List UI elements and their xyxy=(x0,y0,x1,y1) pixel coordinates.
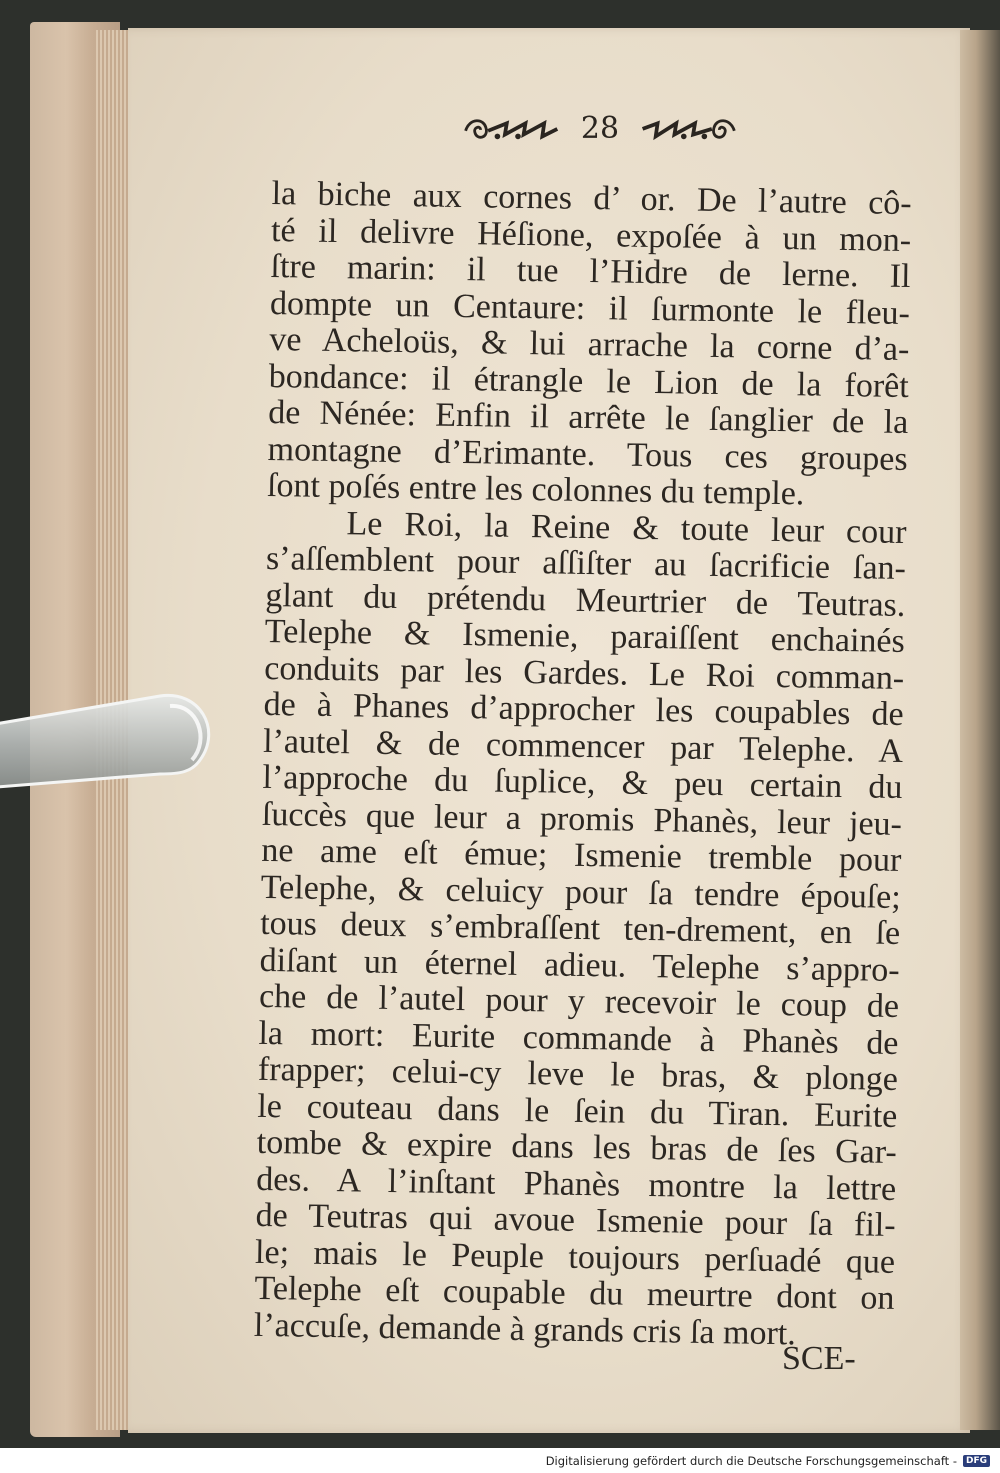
text-line: che de l’autel pour y recevoir le coup de xyxy=(258,977,900,1025)
text-line: s’aſſemblent pour aſſiſter au ſacrificie ſan- xyxy=(265,539,907,588)
text-line: tous deux s’embraſſent ten-drement, en ſe xyxy=(259,904,901,952)
page-header xyxy=(460,108,740,148)
text-line: de à Phanes d’approcher les coupables de xyxy=(263,685,904,733)
text-line: Telephe, & celuicy pour ſa tendre épouſe; xyxy=(260,868,902,916)
text-line: ve Acheloüs, & lui arrache la corne d’a- xyxy=(269,320,910,369)
text-line: montagne d’Erimante. Tous ces groupes xyxy=(267,430,908,478)
text-line: l’autel & de commencer par Telephe. A xyxy=(262,722,904,770)
ornament-left-icon xyxy=(460,111,563,145)
text-line: le; mais le Peuple toujours perſuadé que xyxy=(254,1233,896,1281)
text-line: Telephe & Ismenie, paraiſſent enchainés xyxy=(264,612,906,660)
text-line: des. A l’inſtant Phanès montre la lettre xyxy=(255,1160,897,1208)
text-line: l’accuſe, demande à grands cris ſa mort. xyxy=(253,1306,797,1352)
text-line: de Teutras qui avoue Ismenie pour ſa fil- xyxy=(255,1196,896,1244)
page-clip-icon xyxy=(0,690,220,790)
text-line: frapper; celui-cy leve le bras, & plonge xyxy=(257,1050,899,1098)
digitization-credit xyxy=(0,1448,1000,1473)
text-line: la mort: Eurite commande à Phanès de xyxy=(258,1014,899,1062)
text-line: Le Roi, la Reine & toute leur cour xyxy=(346,504,907,551)
credit-text: Digitalisierung gefördert durch die Deutsche Forschungsgemeinschaft - xyxy=(545,1453,957,1468)
text-line: dompte un Centaure: il ſurmonte le fleu- xyxy=(269,284,911,332)
text-line: bondance: il étrangle le Lion de la forêt xyxy=(268,357,910,405)
catchword: SCE- xyxy=(782,1340,856,1377)
text-line: Telephe eſt coupable du meurtre dont on xyxy=(254,1269,895,1317)
text-line: ſtre marin: il tue l’Hidre de lerne. Il xyxy=(270,247,911,296)
text-line: conduits par les Gardes. Le Roi comman- xyxy=(263,649,905,697)
text-line: l’approche du ſuplice, & peu certain du xyxy=(262,758,903,806)
text-line: glant du prétendu Meurtrier de Teutras. xyxy=(265,576,906,624)
text-line: la biche aux cornes d’ or. De l’autre cô- xyxy=(271,175,912,223)
page-number: 28 xyxy=(580,110,620,146)
ornament-right-icon xyxy=(637,111,740,145)
page-text xyxy=(254,176,912,1354)
dfg-logo: DFG xyxy=(963,1455,990,1467)
book-gutter xyxy=(960,30,1000,1430)
text-line: ſuccès que leur a promis Phanès, leur jeu- xyxy=(261,795,903,843)
text-line: diſant un éternel adieu. Telephe s’appro- xyxy=(259,941,900,989)
text-line: le couteau dans le ſein du Tiran. Eurite xyxy=(257,1087,898,1135)
text-line: té il delivre Héſione, expoſée à un mon- xyxy=(270,211,912,259)
text-line: de Nénée: Enfin il arrête le ſanglier de la xyxy=(267,393,909,442)
text-line: ne ame eſt émue; Ismenie tremble pour xyxy=(261,831,902,879)
text-line: tombe & expire dans les bras de ſes Gar- xyxy=(256,1123,898,1171)
text-line: ſont poſés entre les colonnes du temple. xyxy=(266,466,805,513)
